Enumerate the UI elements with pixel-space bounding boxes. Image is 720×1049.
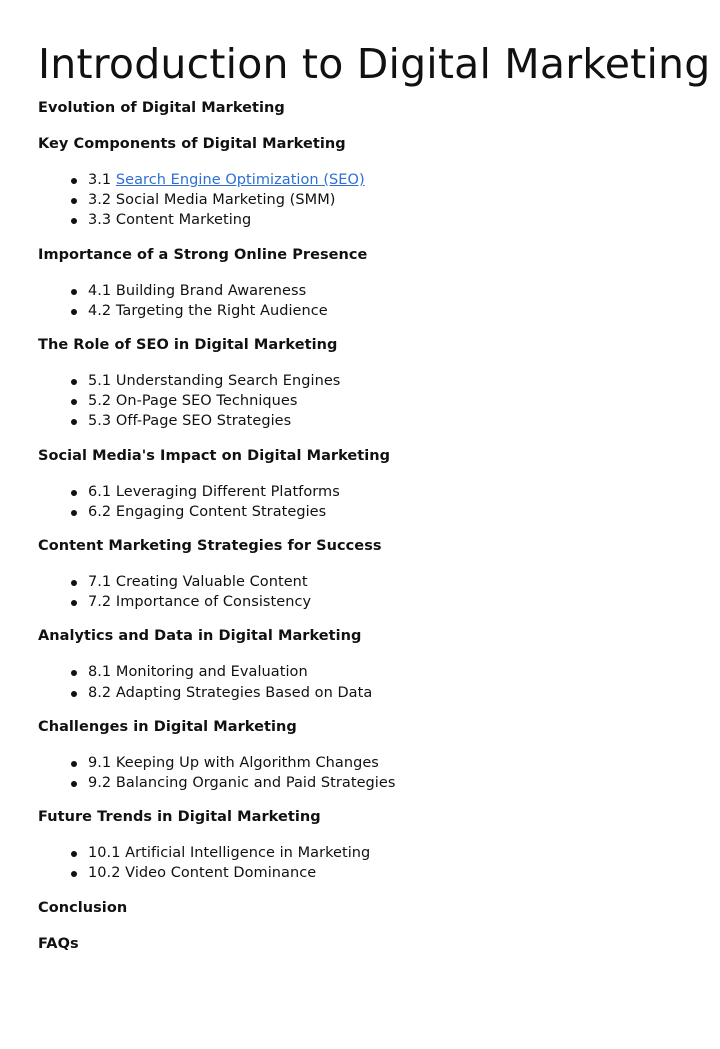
bullet-icon	[71, 600, 77, 606]
toc-section-heading: Future Trends in Digital Marketing	[38, 809, 321, 826]
toc-link[interactable]: Search Engine Optimization (SEO)	[115, 172, 365, 188]
list-item-number: 6.1	[88, 483, 112, 500]
list-item-number: 3.3	[88, 212, 112, 229]
list-item-label: Content Marketing	[115, 212, 252, 229]
toc-section-heading: FAQs	[38, 935, 79, 952]
bullet-icon	[71, 670, 77, 676]
toc-section-heading: Challenges in Digital Marketing	[38, 718, 297, 735]
list-item	[71, 683, 720, 703]
toc-subsection-list	[38, 843, 720, 883]
toc-section	[38, 626, 720, 702]
table-of-contents	[38, 98, 720, 954]
list-item-number: 10.1	[88, 845, 121, 862]
toc-section	[38, 446, 720, 522]
list-item-label: Keeping Up with Algorithm Changes	[115, 754, 379, 771]
bullet-icon	[71, 178, 77, 184]
toc-subsection-list	[38, 753, 720, 793]
toc-section	[38, 807, 720, 883]
list-item-label: Artificial Intelligence in Marketing	[125, 845, 371, 862]
bullet-icon	[71, 490, 77, 496]
toc-subsection-list	[38, 572, 720, 612]
list-item-label: Leveraging Different Platforms	[115, 483, 340, 500]
list-item	[71, 662, 720, 682]
list-item-number: 7.1	[88, 574, 112, 591]
toc-section	[38, 245, 720, 321]
list-item-number: 8.2	[88, 684, 112, 701]
list-item-number: 3.2	[88, 192, 112, 209]
toc-section-heading: Conclusion	[38, 899, 128, 916]
list-item	[71, 773, 720, 793]
list-item	[71, 753, 720, 773]
list-item-label: Balancing Organic and Paid Strategies	[115, 775, 396, 792]
toc-section	[38, 934, 720, 954]
toc-section-heading: Importance of a Strong Online Presence	[38, 246, 368, 263]
toc-subsection-list	[38, 281, 720, 321]
list-item-number: 9.2	[88, 775, 112, 792]
list-item	[71, 411, 720, 431]
list-item	[71, 301, 720, 321]
list-item	[71, 863, 720, 883]
list-item-label: On-Page SEO Techniques	[115, 393, 298, 410]
toc-section-heading: The Role of SEO in Digital Marketing	[38, 337, 338, 354]
toc-section-heading: Evolution of Digital Marketing	[38, 100, 285, 116]
list-item-label: Importance of Consistency	[115, 594, 312, 611]
toc-section-heading: Social Media's Impact on Digital Marketing	[38, 447, 391, 464]
bullet-icon	[71, 198, 77, 204]
list-item-number: 7.2	[88, 594, 112, 611]
toc-section	[38, 98, 720, 118]
bullet-icon	[71, 510, 77, 516]
toc-subsection-list	[38, 662, 720, 702]
list-item-label: Engaging Content Strategies	[115, 503, 327, 520]
list-item-label: Off-Page SEO Strategies	[115, 413, 292, 430]
list-item-number: 4.2	[88, 302, 112, 319]
list-item-number: 4.1	[88, 282, 112, 299]
toc-subsection-list	[38, 371, 720, 432]
bullet-icon	[71, 580, 77, 586]
list-item	[71, 843, 720, 863]
list-item	[71, 592, 720, 612]
bullet-icon	[71, 419, 77, 425]
list-item-label: Understanding Search Engines	[115, 373, 341, 390]
toc-section	[38, 134, 720, 231]
list-item-number: 8.1	[88, 664, 112, 681]
bullet-icon	[71, 851, 77, 857]
toc-section	[38, 898, 720, 918]
list-item-label: Social Media Marketing (SMM)	[115, 192, 336, 209]
list-item	[71, 210, 720, 230]
list-item-label: Adapting Strategies Based on Data	[115, 684, 373, 701]
list-item-label: Creating Valuable Content	[115, 574, 308, 591]
list-item	[71, 482, 720, 502]
bullet-icon	[71, 289, 77, 295]
list-item-label: Building Brand Awareness	[115, 282, 307, 299]
bullet-icon	[71, 218, 77, 224]
bullet-icon	[71, 691, 77, 697]
toc-subsection-list	[38, 170, 720, 231]
list-item-number: 5.1	[88, 373, 112, 390]
toc-section	[38, 335, 720, 432]
list-item-number: 5.2	[88, 393, 112, 410]
list-item-number: 3.1	[88, 172, 112, 188]
list-item	[71, 281, 720, 301]
toc-section	[38, 717, 720, 793]
list-item-label: Targeting the Right Audience	[115, 302, 328, 319]
bullet-icon	[71, 399, 77, 405]
bullet-icon	[71, 309, 77, 315]
list-item-label: Video Content Dominance	[125, 865, 317, 882]
toc-section	[38, 536, 720, 612]
toc-section-heading: Analytics and Data in Digital Marketing	[38, 628, 362, 645]
list-item	[71, 190, 720, 210]
toc-section-heading: Content Marketing Strategies for Success	[38, 538, 382, 555]
list-item-label: Monitoring and Evaluation	[115, 664, 308, 681]
list-item	[71, 502, 720, 522]
bullet-icon	[71, 761, 77, 767]
list-item	[71, 572, 720, 592]
list-item	[71, 170, 720, 190]
toc-section-heading: Key Components of Digital Marketing	[38, 136, 346, 152]
list-item	[71, 391, 720, 411]
list-item-number: 10.2	[88, 865, 121, 882]
bullet-icon	[71, 781, 77, 787]
page-title: Introduction to Digital Marketing	[38, 40, 711, 88]
bullet-icon	[71, 871, 77, 877]
toc-subsection-list	[38, 482, 720, 522]
list-item-number: 6.2	[88, 503, 112, 520]
list-item-number: 5.3	[88, 413, 112, 430]
list-item	[71, 371, 720, 391]
list-item-number: 9.1	[88, 754, 112, 771]
bullet-icon	[71, 379, 77, 385]
